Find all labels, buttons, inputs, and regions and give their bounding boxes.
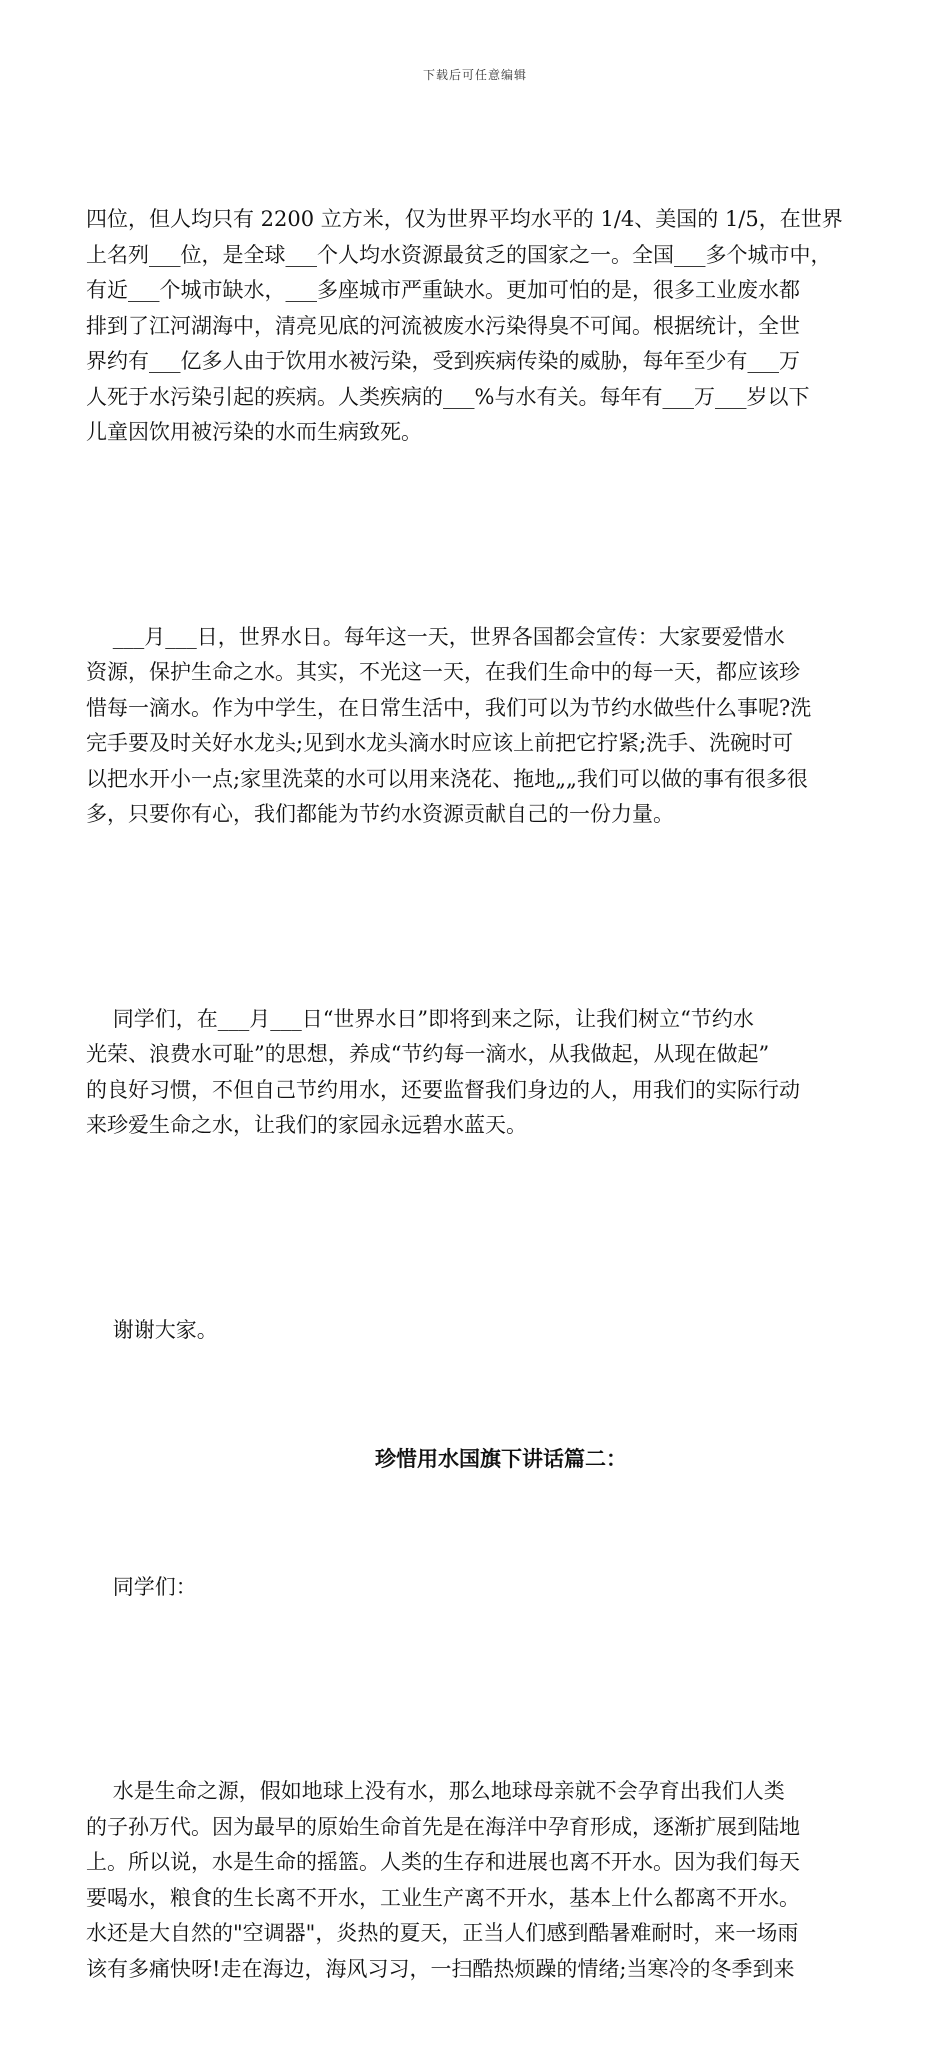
paragraph-world-water-day xyxy=(86,549,876,904)
text-line: 来珍爱生命之水，让我们的家园永远碧水蓝天。 xyxy=(86,1113,527,1137)
text-line: 有近___个城市缺水，___多座城市严重缺水。更加可怕的是，很多工业废水都 xyxy=(86,278,800,302)
section-heading: 珍惜用水国旗下讲话篇二： xyxy=(375,1446,627,1471)
text-line: 儿童因饮用被污染的水而生病致死。 xyxy=(86,420,422,444)
paragraph-salutation xyxy=(86,1499,876,1677)
paragraph-thanks xyxy=(86,1242,876,1420)
text-line: 光荣、浪费水可耻”的思想，养成“节约每一滴水，从我做起，从现在做起” xyxy=(86,1042,770,1066)
text-line: ___月___日，世界水日。每年这一天，世界各国都会宣传：大家要爱惜水 xyxy=(86,624,785,649)
text-line: 界约有___亿多人由于饮用水被污染，受到疾病传染的威胁，每年至少有___万 xyxy=(86,349,800,373)
text-line: 惜每一滴水。作为中学生，在日常生活中，我们可以为节约水做些什么事呢?洗 xyxy=(86,695,812,720)
text-line: 水是生命之源，假如地球上没有水，那么地球母亲就不会孕育出我们人类 xyxy=(86,1779,785,1803)
text-line: 排到了江河湖海中，清亮见底的河流被废水污染得臭不可闻。根据统计，全世 xyxy=(86,313,800,338)
text-line: 同学们： xyxy=(86,1574,197,1599)
text-line: 四位，但人均只有 2200 立方米，仅为世界平均水平的 1/4、美国的 1/5，在世界 xyxy=(86,207,843,231)
text-line: 上。所以说，水是生命的摇篮。人类的生存和进展也离不开水。因为我们每天 xyxy=(86,1850,800,1874)
text-line: 资源，保护生命之水。其实，不光这一天，在我们生命中的每一天，都应该珍 xyxy=(86,660,800,684)
text-line: 的良好习惯，不但自己节约用水，还要监督我们身边的人，用我们的实际行动 xyxy=(86,1077,800,1102)
text-line: 该有多痛快呀!走在海边，海风习习，一扫酷热烦躁的情绪;当寒冷的冬季到来 xyxy=(86,1956,795,1981)
text-line: 的子孙万代。因为最早的原始生命首先是在海洋中孕育形成，逐渐扩展到陆地 xyxy=(86,1814,800,1839)
text-line: 水还是大自然的"空调器"，炎热的夏天，正当人们感到酷暑难耐时，来一场雨 xyxy=(86,1921,799,1945)
document-body xyxy=(86,131,876,2058)
text-line: 要喝水，粮食的生长离不开水，工业生产离不开水，基本上什么都离不开水。 xyxy=(86,1885,800,1910)
text-line: 谢谢大家。 xyxy=(86,1317,218,1342)
text-line: 完手要及时关好水龙头;见到水龙头滴水时应该上前把它拧紧;洗手、洗碗时可 xyxy=(86,731,794,755)
text-line: 人死于水污染引起的疾病。人类疾病的___%与水有关。每年有___万___岁以下 xyxy=(86,384,810,409)
text-line: 上名列___位，是全球___个人均水资源最贫乏的国家之一。全国___多个城市中， xyxy=(86,242,832,267)
text-line: 以把水开小一点;家里洗菜的水可以用来浇花、拖地„„我们可以做的事有很多很 xyxy=(86,766,808,791)
paragraph-water-source-of-life xyxy=(86,1703,876,2058)
paragraph-call-to-action xyxy=(86,931,876,1215)
paragraph-water-statistics xyxy=(86,131,876,522)
text-line: 同学们，在___月___日“世界水日”即将到来之际，让我们树立“节约水 xyxy=(86,1006,754,1031)
text-line: 多，只要你有心，我们都能为节约水资源贡献自己的一份力量。 xyxy=(86,802,674,826)
page-header: 下载后可任意编辑 xyxy=(422,68,527,82)
